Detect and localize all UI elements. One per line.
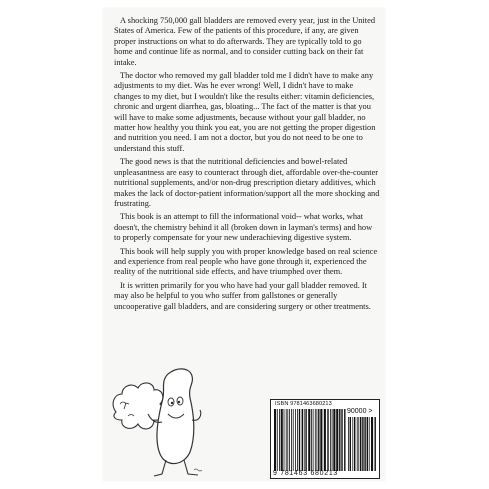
barcode-bar: [291, 409, 292, 471]
barcode-bar: [289, 409, 290, 471]
barcode-bar: [324, 409, 326, 471]
barcode-bar: [287, 409, 288, 471]
barcode: [270, 399, 380, 479]
barcode-bar: [297, 409, 298, 471]
blurb-paragraph: It is written primarily for you who have had your gall bladder removed. It may also be helpful to you who suffer from gallstones or generally uncooperative gall bladders, and are considering surgery or other treatments.: [114, 280, 371, 311]
barcode-bar: [317, 409, 318, 471]
barcode-bar: [341, 409, 342, 471]
barcode-bar: [332, 409, 333, 471]
barcode-bars-main: [274, 409, 346, 471]
barcode-bar: [281, 409, 283, 471]
barcode-bar: [357, 417, 358, 471]
blurb-paragraph: The good news is that the nutritional deficiencies and bowel-related unpleasantness are easy to counteract through diet, affordable over-the-counter nutritional supplements, and/or non-drug prescription dietary additives, which makes the lack of doctor-patient information/support all the more shocking and frustrating.: [114, 157, 380, 208]
barcode-bar: [286, 409, 287, 471]
barcode-bar: [318, 409, 319, 471]
barcode-bar: [293, 409, 294, 471]
barcode-bar: [352, 417, 353, 471]
barcode-bar: [371, 417, 373, 471]
barcode-bar: [279, 409, 280, 471]
barcode-bar: [339, 409, 340, 471]
barcode-bar: [311, 409, 312, 471]
blurb-paragraph: This book is an attempt to fill the informational void-- what works, what doesn't, the chemistry behind it all (broken down in layman's terms) and how to properly compensate for your new underachieving digestive system.: [114, 212, 373, 243]
barcode-bar: [369, 417, 370, 471]
barcode-bar: [295, 409, 296, 471]
barcode-bar: [360, 417, 361, 471]
barcode-bar: [284, 409, 285, 471]
barcode-bar: [327, 409, 328, 471]
blurb-paragraph: The doctor who removed my gall bladder told me I didn't have to make any adjustments to my diet. Was he ever wrong! Well, I didn't have to make changes to my diet, but I wouldn't like the results either: vitamin deficiencies, chronic and urgent diarrhea, gas, bloating... The fact of the matter is that you will have to make some adjustments, because without your gall bladder, no matter how healthy you think you eat, you are not getting the proper digestion and nutrition you need. I am not a doctor, but you do not need to be one to understand this stuff.: [114, 71, 376, 153]
barcode-bar: [304, 409, 305, 471]
barcode-bar: [367, 417, 368, 471]
barcode-bar: [299, 409, 300, 471]
barcode-bar: [320, 409, 322, 471]
blurb-paragraph: This book will help supply you with proper knowledge based on real science and experience from real people who have gone through it, experienced the reality of the nutritional side effects, and have triumphed over them.: [114, 246, 378, 277]
barcode-bar: [364, 417, 365, 471]
blurb-text: [114, 16, 380, 315]
barcode-bar: [344, 409, 345, 471]
price-code: 90000 >: [347, 408, 373, 415]
barcode-bar: [348, 417, 349, 471]
barcode-bar: [274, 409, 276, 471]
barcode-bar: [336, 409, 338, 471]
barcode-bar: [302, 409, 303, 471]
gallbladder-cartoon-icon: [108, 352, 210, 480]
barcode-bar: [358, 417, 359, 471]
barcode-bar: [330, 409, 331, 471]
blurb-paragraph: A shocking 750,000 gall bladders are removed every year, just in the United States of America. Few of the patients of this procedure, if any, are given proper instructions on what to do afterwards. They are typically told to go home and continue life as normal, and to consider cutting back on their fat intake.: [114, 16, 376, 67]
barcode-bars-addon: [348, 417, 378, 471]
barcode-bar: [375, 417, 376, 471]
barcode-bar: [362, 417, 363, 471]
barcode-bar: [277, 409, 278, 471]
barcode-bar: [333, 409, 335, 471]
barcode-bar: [308, 409, 310, 471]
isbn-label: ISBN 9781463680213: [275, 401, 332, 407]
barcode-bar: [354, 417, 355, 471]
barcode-bar: [350, 417, 351, 471]
barcode-bar: [305, 409, 306, 471]
barcode-bar: [315, 409, 316, 471]
ean-digits: 9 781463 680213: [273, 470, 338, 477]
barcode-bar: [313, 409, 314, 471]
